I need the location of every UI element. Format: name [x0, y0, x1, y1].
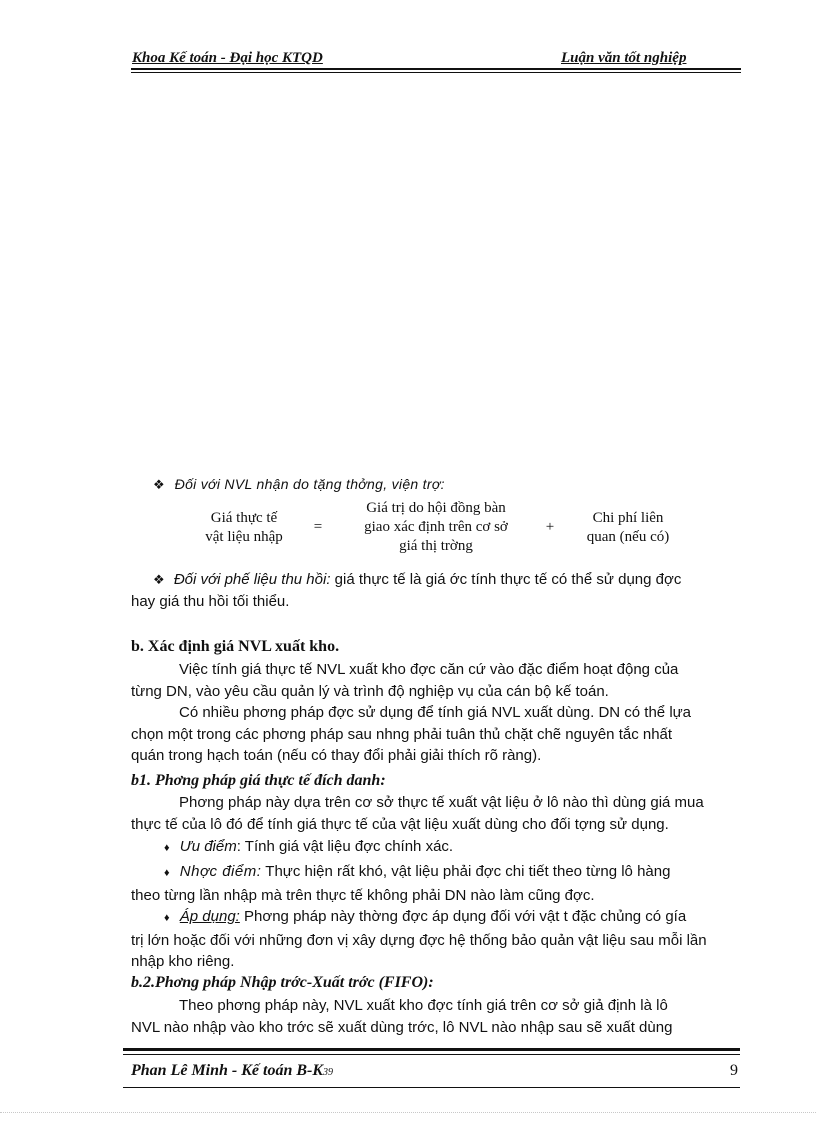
paragraph-line: từng DN, vào yêu cầu quản lý và trình độ nghiệp vụ của cán bộ kế toán. [131, 682, 609, 700]
formula-lhs-line: Giá thực tế [210, 510, 278, 526]
disadvantage-item [131, 861, 743, 906]
four-diamond-bullet-icon: ❖ [153, 572, 165, 587]
scrap-text: giá thực tế là giá ớc tính thực tế có thể sử dụng đợc [330, 571, 682, 588]
formula-rhs-line: quan (nếu có) [586, 529, 670, 545]
application-label: Áp dụng: [179, 908, 240, 925]
paragraph-line: thực tế của lô đó để tính giá thực tế của vật liệu xuất dùng cho đối tợng sử dụng. [131, 815, 669, 833]
four-diamond-bullet-icon: ❖ [153, 477, 165, 492]
advantage-label: Ưu điểm [179, 838, 237, 855]
application-text-line: trị lớn hoặc đối với những đơn vị xây dựng đợc hệ thống bảo quản vật liệu sau mỗi lần [131, 931, 707, 949]
page-edge-dotted-line [0, 1112, 816, 1113]
header-thesis-title: Luận văn tốt nghiệp [561, 50, 687, 66]
scrap-text-line: hay giá thu hồi tối thiểu. [131, 592, 290, 610]
footer-author-text: Phan Lê Minh - Kế toán B-K [131, 1062, 324, 1079]
section-b1-heading: b1. Phơng pháp giá thực tế đích danh: [131, 772, 386, 789]
footer-rule [123, 1048, 740, 1051]
page-number: 9 [730, 1062, 738, 1079]
scrap-item [131, 569, 743, 612]
formula-mid [332, 499, 540, 556]
footer-rule-thin [123, 1054, 740, 1055]
formula-mid-line: giá thị trờng [399, 538, 473, 554]
disadvantage-text: Thực hiện rất khó, vật liệu phải đợc chi tiết theo từng lô hàng [261, 863, 671, 880]
disadvantage-label: Nhợc điểm: [179, 863, 262, 880]
gift-item [153, 476, 445, 494]
footer-author-subscript: 39 [323, 1067, 334, 1078]
paragraph-line: Có nhiều phơng pháp đợc sử dụng để tính giá NVL xuất dùng. DN có thể lựa [179, 704, 692, 721]
application-text: Phơng pháp này thờng đợc áp dụng đối với vật t đặc chủng có gía [239, 908, 687, 925]
gift-label: Đối với NVL nhận do tặng thởng, viện trợ: [174, 476, 445, 492]
section-b-heading: b. Xác định giá NVL xuất kho. [131, 638, 340, 655]
advantage-item [131, 836, 743, 860]
formula-lhs [180, 509, 308, 547]
application-text-line: nhập kho riêng. [131, 953, 235, 970]
formula-plus: + [545, 519, 555, 535]
advantage-text: : Tính giá vật liệu đợc chính xác. [236, 838, 454, 855]
section-b-paragraph-1 [131, 659, 743, 702]
formula-equals: = [313, 519, 323, 535]
disadvantage-text-line: theo từng lần nhập mà trên thực tế không phải DN nào làm cũng đợc. [131, 886, 595, 904]
scrap-label: Đối với phế liệu thu hồi: [173, 571, 331, 588]
paragraph-line: Phơng pháp này dựa trên cơ sở thực tế xuất vật liệu ở lô nào thì dùng giá mua [179, 794, 704, 811]
paragraph-line: chọn một trong các phơng pháp sau nhng phải tuân thủ chặt chẽ nguyên tắc nhất [131, 725, 673, 743]
application-item [131, 906, 743, 973]
formula-mid-line: giao xác định trên cơ sở [364, 519, 508, 535]
section-b2-heading: b.2.Phơng pháp Nhập trớc-Xuất trớc (FIFO): [131, 974, 434, 991]
formula-rhs [560, 509, 696, 547]
paragraph-line: NVL nào nhập vào kho trớc sẽ xuất dùng trớc, lô NVL nào nhập sau sẽ xuất dùng [131, 1018, 673, 1036]
paragraph-line: Việc tính giá thực tế NVL xuất kho đợc căn cứ vào đặc điểm hoạt động của [179, 661, 679, 678]
section-b2-paragraph [131, 995, 743, 1038]
diamond-bullet-icon: ♦ [164, 867, 170, 879]
section-b1-paragraph [131, 792, 743, 835]
diamond-bullet-icon: ♦ [164, 842, 170, 854]
paragraph-line: Theo phơng pháp này, NVL xuất kho đợc tính giá trên cơ sở giả định là lô [179, 997, 668, 1014]
paragraph-line: quán trong hạch toán (nếu có thay đổi phải giải thích rõ ràng). [131, 747, 542, 764]
footer-author [131, 1062, 333, 1080]
formula-rhs-line: Chi phí liên [592, 510, 664, 526]
diamond-bullet-icon: ♦ [164, 912, 170, 924]
formula-lhs-line: vật liệu nhập [205, 529, 283, 545]
header-faculty: Khoa Kế toán - Đại học KTQD [132, 50, 323, 66]
footer-bottom-rule [123, 1087, 740, 1088]
formula-mid-line: Giá trị do hội đồng bàn [366, 500, 506, 516]
section-b-paragraph-2 [131, 702, 743, 767]
header-rule [131, 68, 741, 70]
header-rule-thin [131, 72, 741, 73]
